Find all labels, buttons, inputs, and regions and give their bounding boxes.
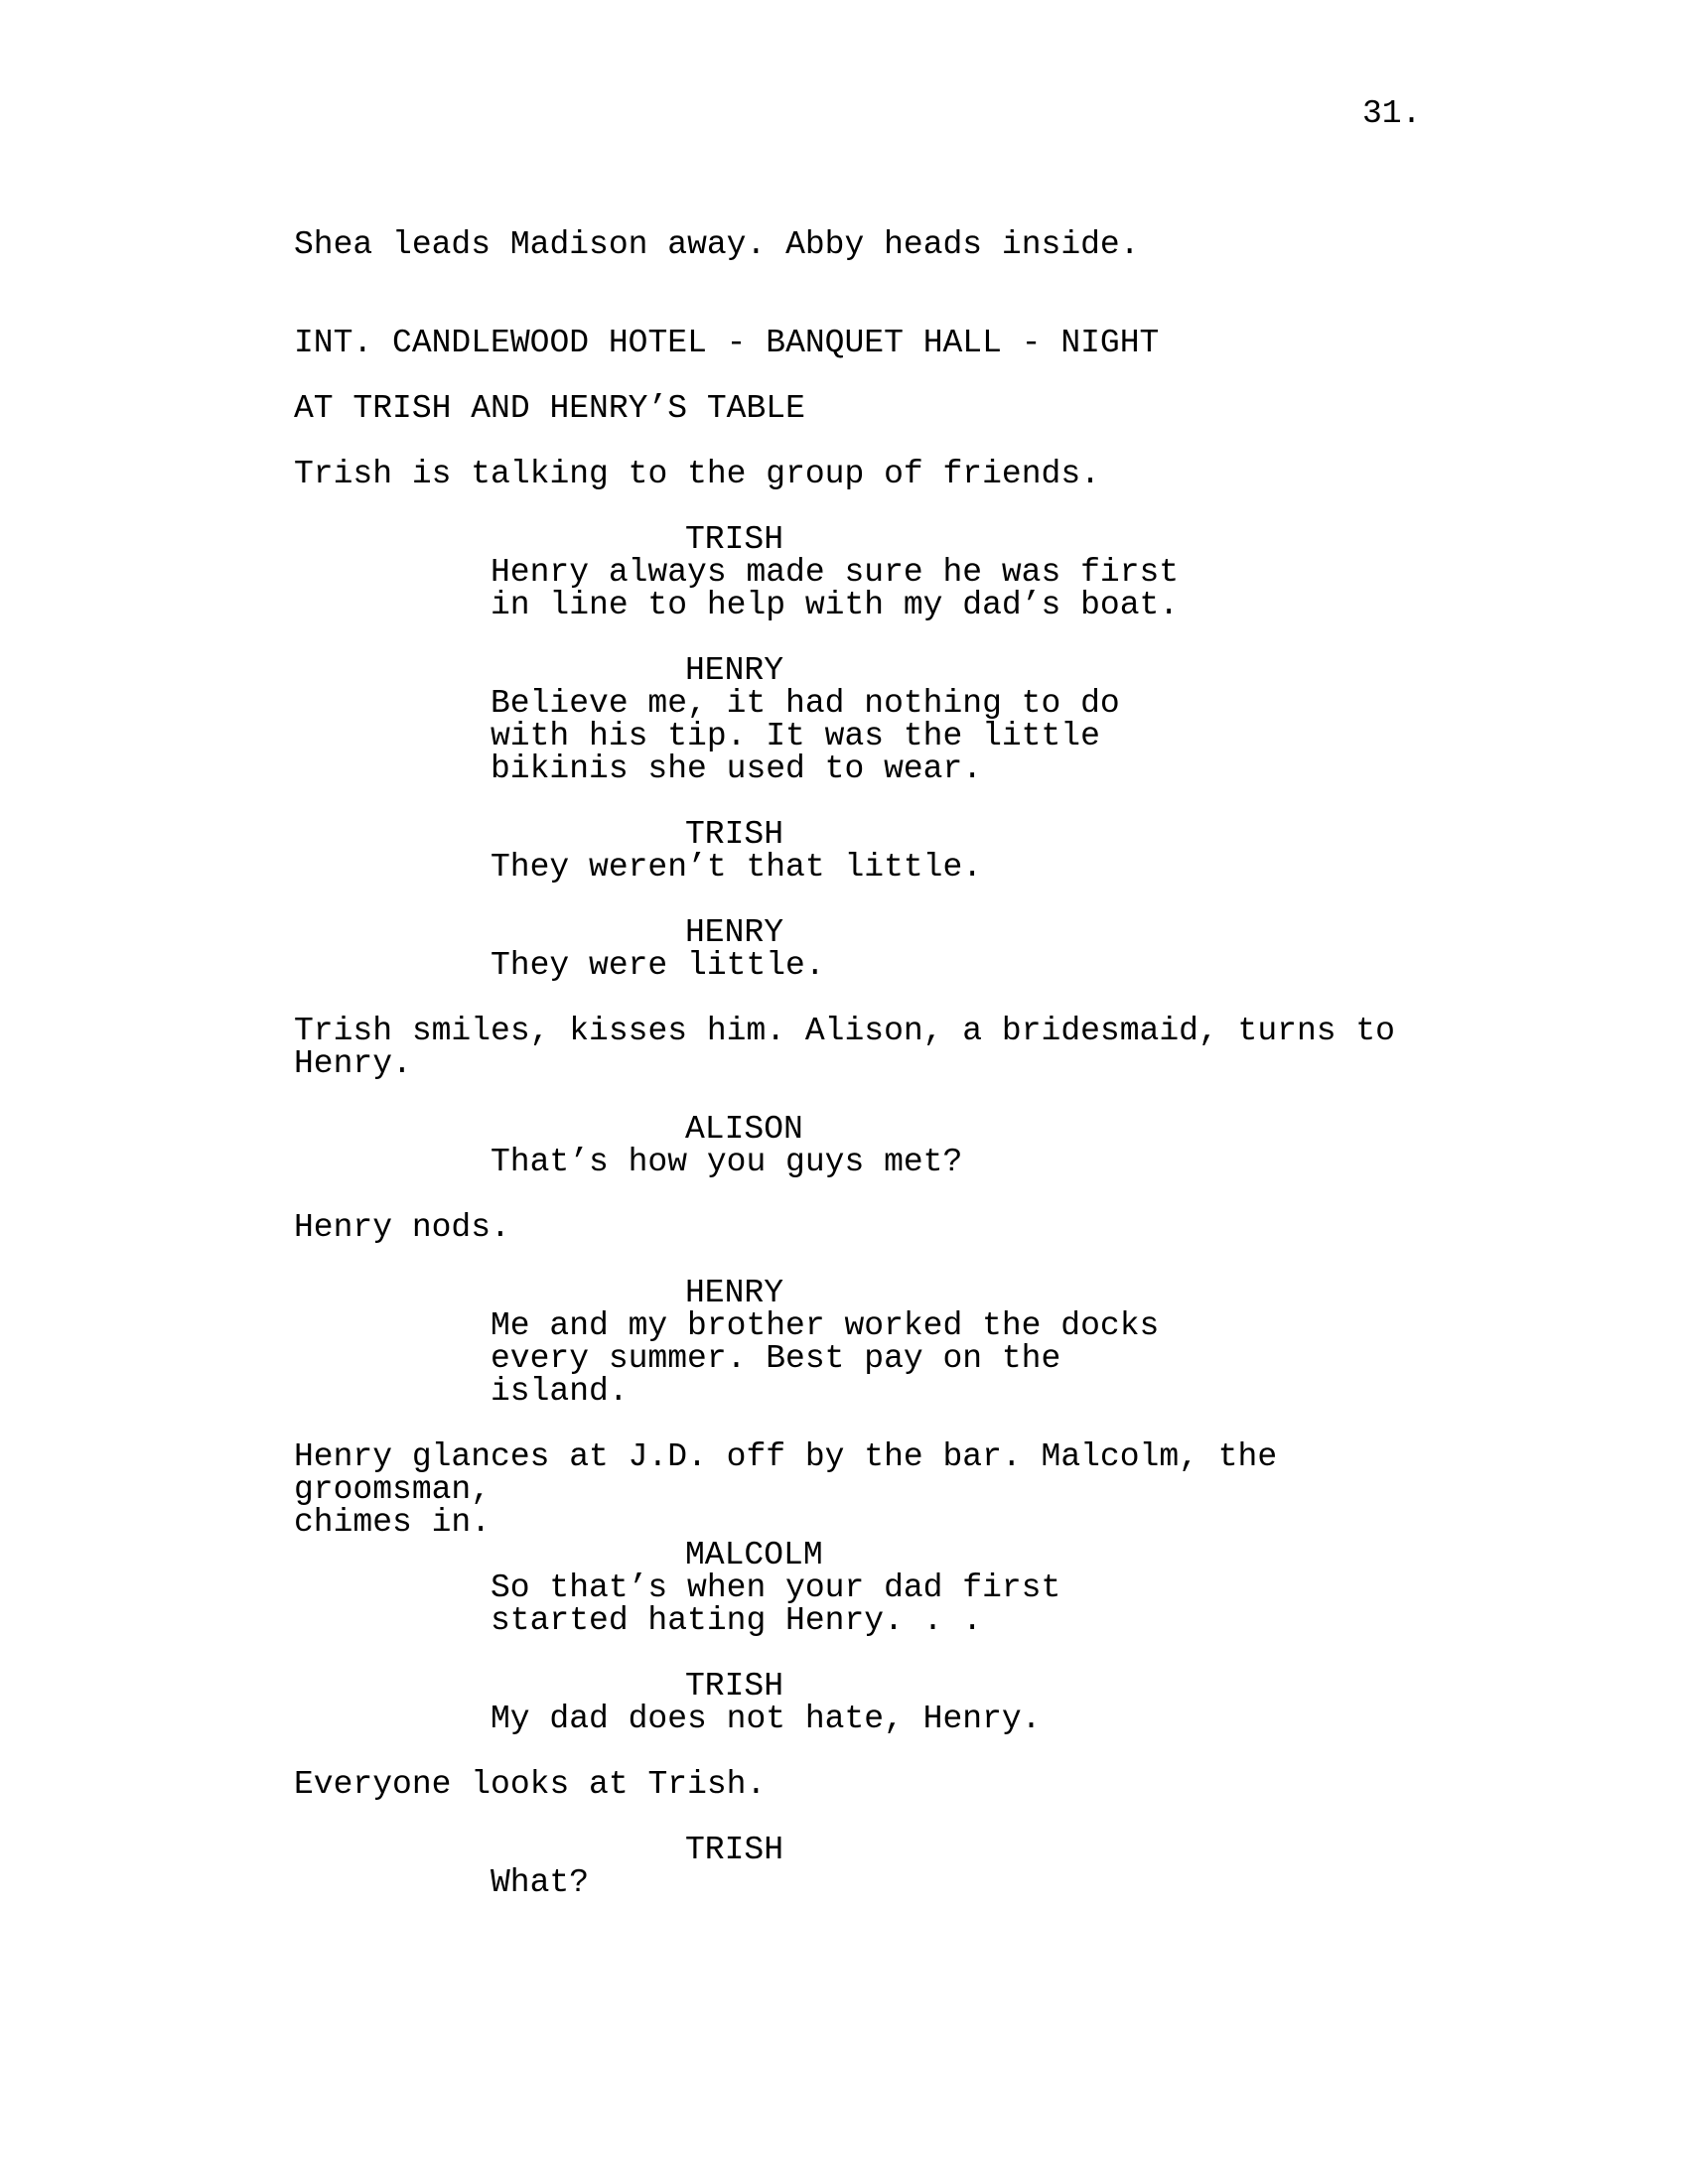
character-cue: HENRY [685,1275,784,1311]
character-cue: ALISON [685,1111,803,1148]
action-line: Shea leads Madison away. Abby heads inside. [294,226,1140,263]
dialogue-line: My dad does not hate, Henry. [491,1701,1042,1737]
dialogue-line: Me and my brother worked the docks every summer. Best pay on the island. [491,1307,1160,1410]
action-line: Henry glances at J.D. off by the bar. Malcolm, the groomsman, chimes in. [294,1438,1278,1541]
dialogue-line: What? [491,1864,590,1901]
character-cue: MALCOLM [685,1537,823,1573]
action-line: Trish is talking to the group of friends. [294,456,1100,492]
dialogue-line: They weren’t that little. [491,849,983,886]
character-cue: HENRY [685,652,784,689]
dialogue-line: So that’s when your dad first started hating Henry. . . [491,1570,1061,1639]
dialogue-line: Henry always made sure he was first in line to help with my dad’s boat. [491,554,1180,623]
page-number: 31. [1362,95,1422,132]
character-cue: TRISH [685,1668,784,1705]
dialogue-line: That’s how you guys met? [491,1144,963,1180]
dialogue-line: They were little. [491,947,825,984]
action-line: Henry nods. [294,1209,510,1246]
character-cue: HENRY [685,914,784,951]
action-line: Everyone looks at Trish. [294,1766,767,1803]
character-cue: TRISH [685,816,784,853]
scene-heading: INT. CANDLEWOOD HOTEL - BANQUET HALL - NIGHT [294,325,1160,361]
character-cue: TRISH [685,1832,784,1868]
action-line: Trish smiles, kisses him. Alison, a bridesmaid, turns to Henry. [294,1013,1395,1082]
dialogue-line: Believe me, it had nothing to do with his tip. It was the little bikinis she used to wear. [491,685,1120,787]
character-cue: TRISH [685,521,784,558]
sub-heading: AT TRISH AND HENRY’S TABLE [294,390,805,427]
